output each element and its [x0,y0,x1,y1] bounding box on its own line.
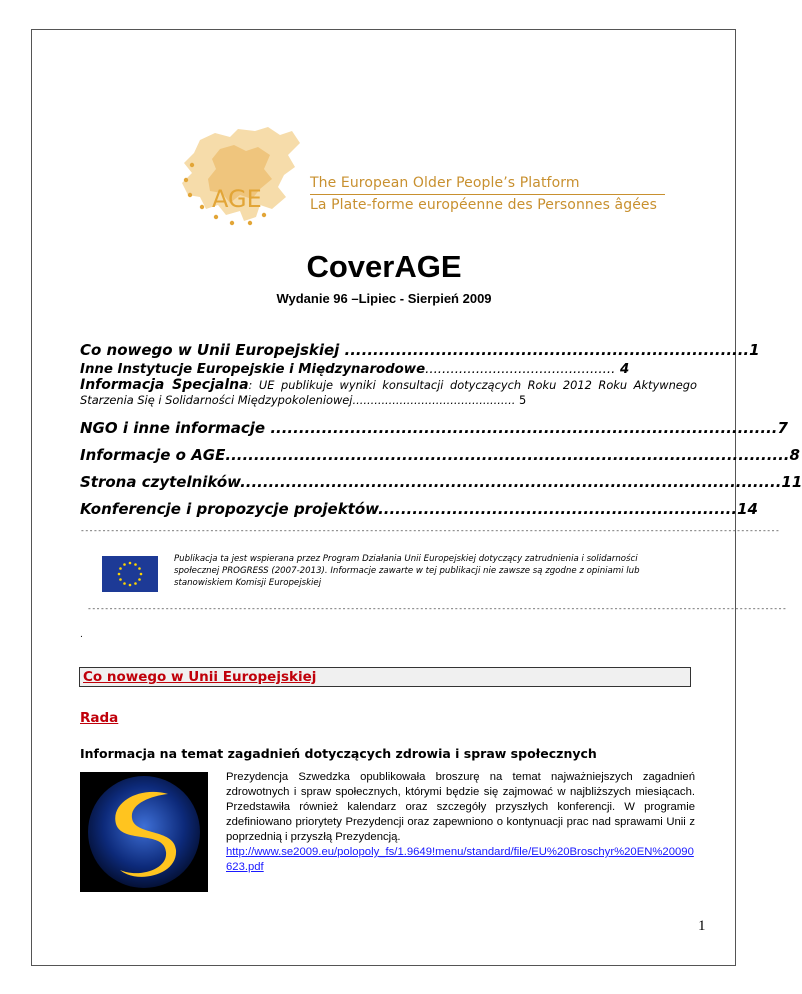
newsletter-title: CoverAGE [306,249,462,284]
stray-dot: . [80,630,83,640]
subheading-council: Rada [80,710,119,726]
section-heading-eu: Co nowego w Unii Europejskiej [79,667,691,687]
divider-bottom: ------------------------------------------------------------------------------------------------------------------------------------------------------------------ [87,604,787,613]
article-body [226,770,695,875]
eu-flag-icon [102,556,158,592]
swedish-presidency-logo [80,772,208,892]
article-text: Prezydencja Szwedzka opublikowała broszurę na temat najważniejszych zagadnień zdrowotnych i spraw społecznych, którymi będzie się zajmować w najbliższych miesiącach. Przedstawiła również kalendarz oraz szczegóły przyszłych konferencji. W programie zdefiniowano priorytety Prezydencji oraz zapewniono o kontynuacji prac nad sprawami Unii z poprzednią i przyszłą Prezydencją. [226,771,695,843]
logo-tagline-fr: La Plate-forme européenne des Personnes âgées [310,197,658,213]
toc-item-readers[interactable]: Strona czytelników...............................................................................................11 [80,473,802,491]
toc-item-age[interactable]: Informacje o AGE...................................................................................................8 [80,446,800,464]
toc-item-special[interactable]: Informacja Specjalna: UE publikuje wyniki konsultacji dotyczących Roku 2012 Roku Aktywnego Starzenia Się i Solidarności Międzypokoleniowej............................................. 5 [80,377,697,407]
toc-item-conferences[interactable]: Konferencje i propozycje projektów...............................................................14 [80,500,758,518]
brochure-link[interactable]: http://www.se2009.eu/polopoly_fs/1.9649!menu/standard/file/EU%20Broschyr%20EN%20090623.pdf [226,846,694,873]
page-number: 1 [698,918,706,934]
age-europe-map-logo [160,125,310,235]
toc-item-ngo[interactable]: NGO i inne informacje .........................................................................................7 [80,419,788,437]
toc-item-institutions[interactable]: Inne Instytucje Europejskie i Międzynarodowe............................................. 4 [80,362,630,377]
logo-tagline [310,175,670,213]
logo-tagline-en: The European Older People’s Platform [310,175,665,195]
divider-top: ------------------------------------------------------------------------------------------------------------------------------------------------------------------ [80,526,780,535]
article-title: Informacja na temat zagadnień dotyczących zdrowia i spraw społecznych [80,746,597,761]
issue-subtitle: Wydanie 96 –Lipiec - Sierpień 2009 [276,291,492,306]
toc-item-eu[interactable]: Co nowego w Unii Europejskiej .......................................................................1 [80,341,760,359]
logo-acronym: AGE [212,185,262,213]
progress-disclaimer: Publikacja ta jest wspierana przez Program Działania Unii Europejskiej dotyczący zatrudnienia i solidarności społecznej PROGRESS (2007-2013). Informacje zawarte w tej publikacji nie zawsze są zgodne z opiniami lub stanowiskiem Komisji Europejskiej [174,554,640,588]
